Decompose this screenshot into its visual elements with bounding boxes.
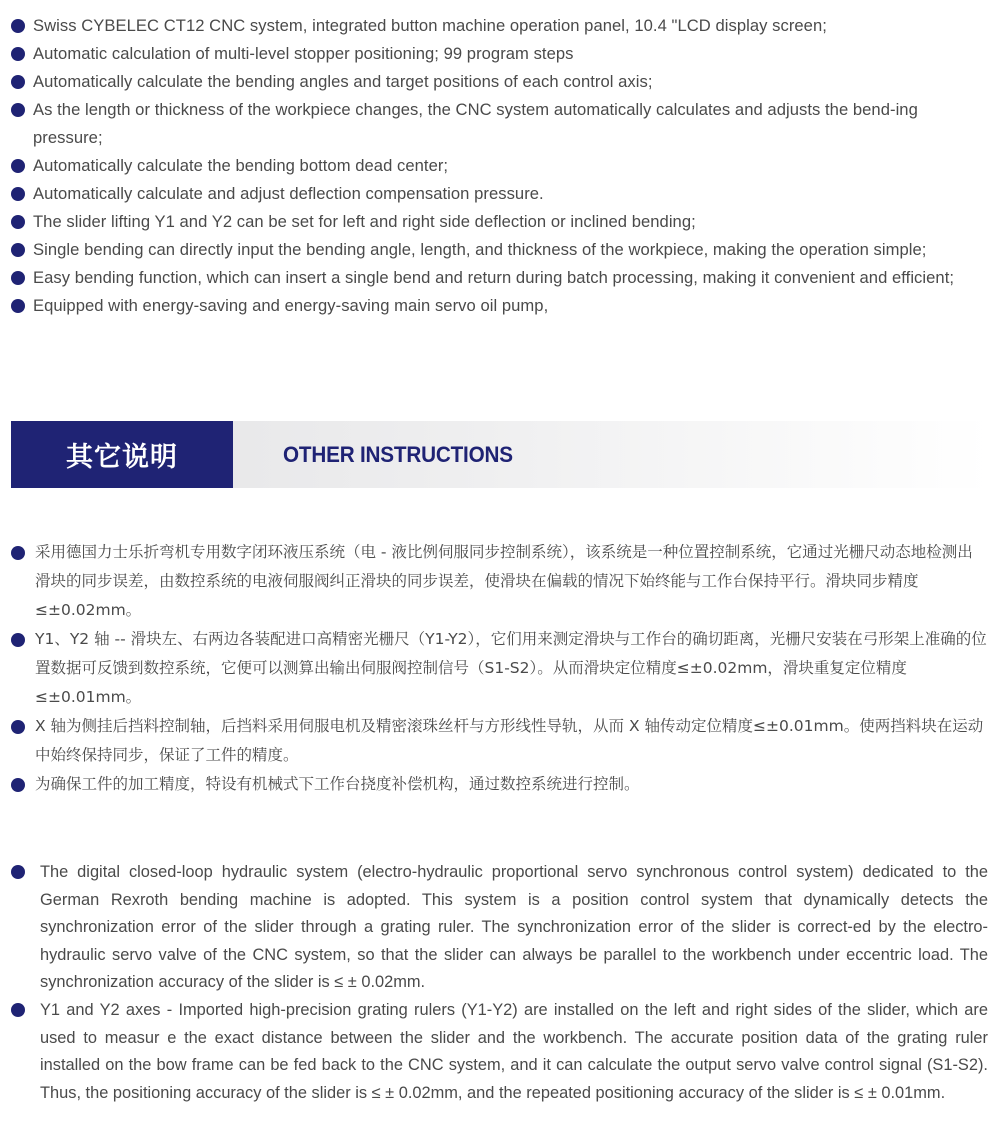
bullet-icon — [11, 865, 25, 879]
bullet-icon — [11, 187, 25, 201]
instruction-cn-item — [0, 538, 1000, 625]
feature-text: As the length or thickness of the workpiece changes, the CNC system automatically calculates and adjusts the bend-ing pressure; — [33, 100, 918, 147]
instruction-en-text: Y1 and Y2 axes - Imported high-precision grating rulers (Y1-Y2) are installed on the left and right sides of the slider, which are used to measur e the exact distance between the slider and the workbench. The accurate position data of the grating ruler installed on the bow frame can be fed back to the CNC system, and it can calculate the output servo valve control signal (S1-S2). Thus, the positioning accuracy of the slider is ≤ ± 0.02mm, and the repeated positioning accuracy of the slider is ≤ ± 0.01mm. — [40, 1000, 988, 1102]
feature-text: Single bending can directly input the bending angle, length, and thickness of the workpiece, making the operation simple; — [33, 240, 927, 259]
feature-text: The slider lifting Y1 and Y2 can be set for left and right side deflection or inclined bending; — [33, 212, 696, 231]
feature-item — [0, 12, 1000, 40]
bullet-icon — [11, 215, 25, 229]
bullet-icon — [11, 633, 25, 647]
instruction-cn-text: Y1、Y2 轴 -- 滑块左、右两边各装配进口高精密光栅尺（Y1-Y2），它们用来测定滑块与工作台的确切距离，光栅尺安装在弓形架上准确的位置数据可反馈到数控系统，它便可以测算出输出伺服阀控制信号（S1-S2）。从而滑块定位精度≤±0.02mm，滑块重复定位精度≤±0.01mm。 — [35, 630, 987, 706]
bullet-icon — [11, 103, 25, 117]
feature-item — [0, 180, 1000, 208]
feature-item — [0, 40, 1000, 68]
bullet-icon — [11, 271, 25, 285]
bullet-icon — [11, 75, 25, 89]
feature-item — [0, 96, 1000, 152]
instruction-cn-text: 采用德国力士乐折弯机专用数字闭环液压系统（电 - 液比例伺服同步控制系统），该系统是一种位置控制系统，它通过光栅尺动态地检测出滑块的同步误差，由数控系统的电液伺服阀纠正滑块的同步误差，使滑块在偏载的情况下始终能与工作台保持平行。滑块同步精度≤±0.02mm。 — [35, 543, 973, 619]
feature-item — [0, 68, 1000, 96]
feature-item — [0, 208, 1000, 236]
feature-item — [0, 236, 1000, 264]
feature-item — [0, 264, 1000, 292]
bullet-icon — [11, 299, 25, 313]
feature-text: Equipped with energy-saving and energy-saving main servo oil pump, — [33, 296, 549, 315]
feature-text: Automatically calculate the bending bottom dead center; — [33, 156, 449, 175]
instruction-cn-item — [0, 712, 1000, 770]
feature-text: Automatically calculate the bending angles and target positions of each control axis; — [33, 72, 653, 91]
feature-text: Automatically calculate and adjust deflection compensation pressure. — [33, 184, 544, 203]
instruction-cn-item — [0, 770, 1000, 799]
instructions-en-list — [0, 859, 1000, 1107]
feature-text: Swiss CYBELEC CT12 CNC system, integrated button machine operation panel, 10.4 "LCD display screen; — [33, 16, 827, 35]
feature-list — [0, 12, 1000, 320]
instruction-en-item — [0, 997, 1000, 1107]
bullet-icon — [11, 1003, 25, 1017]
bullet-icon — [11, 546, 25, 560]
section-title-en: OTHER INSTRUCTIONS — [283, 441, 513, 467]
feature-text: Automatic calculation of multi-level stopper positioning; 99 program steps — [33, 44, 574, 63]
bullet-icon — [11, 47, 25, 61]
bullet-icon — [11, 19, 25, 33]
instruction-cn-text: 为确保工件的加工精度，特设有机械式下工作台挠度补偿机构，通过数控系统进行控制。 — [35, 775, 640, 793]
bullet-icon — [11, 243, 25, 257]
bullet-icon — [11, 159, 25, 173]
instruction-cn-text: X 轴为侧挂后挡料控制轴，后挡料采用伺服电机及精密滚珠丝杆与方形线性导轨，从而 X 轴传动定位精度≤±0.01mm。使两挡料块在运动中始终保持同步，保证了工件的精度。 — [35, 717, 984, 764]
instruction-cn-item — [0, 625, 1000, 712]
instruction-en-text: The digital closed-loop hydraulic system (electro-hydraulic proportional servo synchronous control system) dedicated to the German Rexroth bending machine is adopted. This system is a position control system that dynamically detects the synchronization error of the slider through a grating ruler. The synchronization error of the slider is correct-ed by the electro-hydraulic servo valve of the CNC system, so that the slider can always be parallel to the workbench under eccentric load. The synchronization accuracy of the slider is ≤ ± 0.02mm. — [40, 863, 988, 992]
bullet-icon — [11, 720, 25, 734]
feature-item — [0, 152, 1000, 180]
feature-text: Easy bending function, which can insert a single bend and return during batch processing, making it convenient and efficient; — [33, 268, 955, 287]
instructions-cn-list — [0, 538, 1000, 799]
bullet-icon — [11, 778, 25, 792]
section-banner — [11, 421, 990, 488]
instruction-en-item — [0, 859, 1000, 997]
feature-item — [0, 292, 1000, 320]
section-title-cn: 其它说明 — [11, 421, 233, 488]
